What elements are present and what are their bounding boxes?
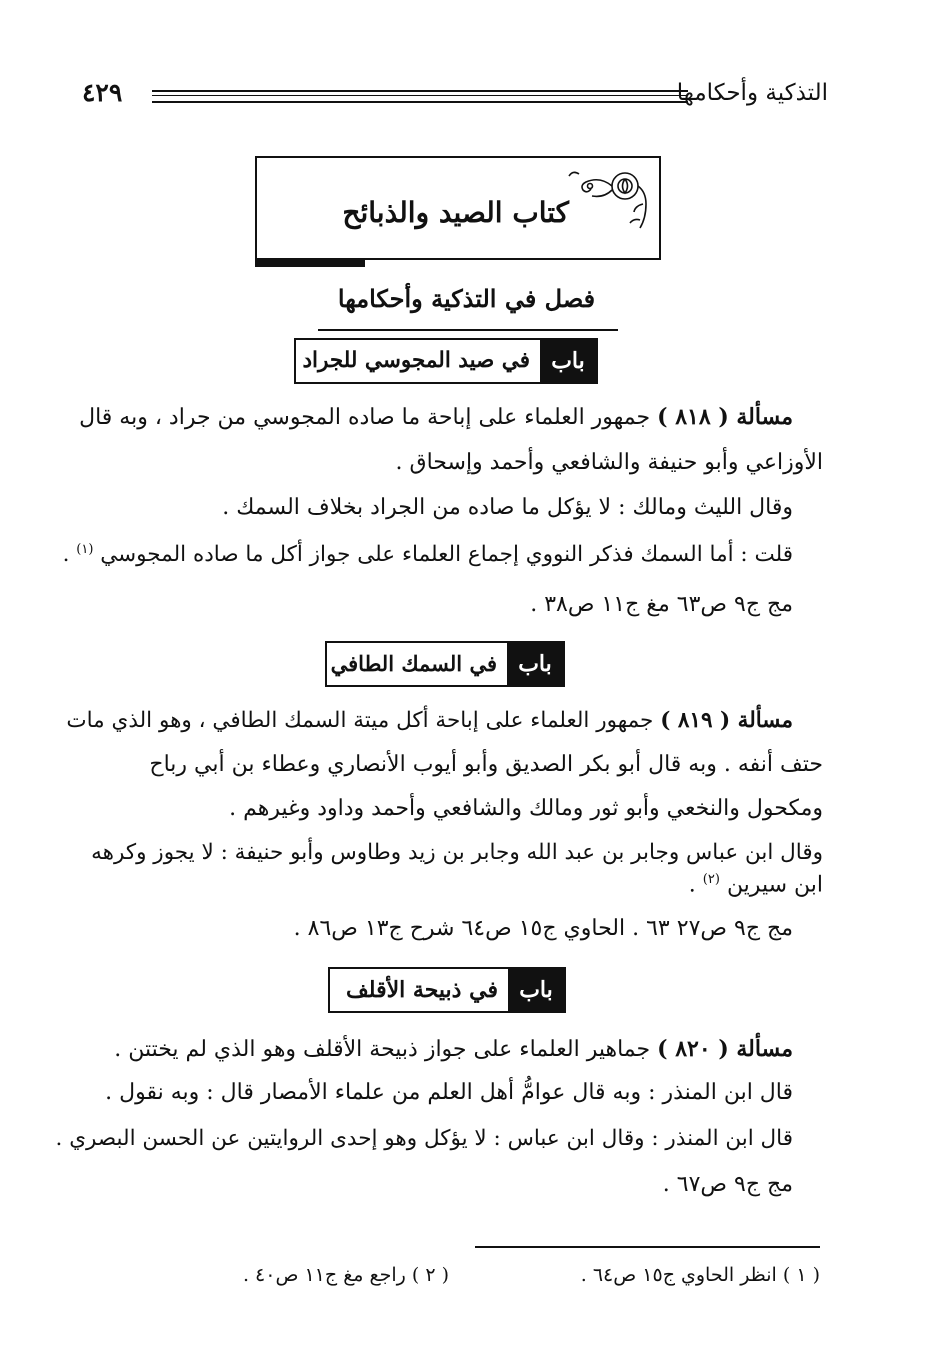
section-label: باب xyxy=(507,643,563,685)
reference-line: مج ج٩ ص٢٧ ٦٣ . الحاوي ج١٥ ص٦٤ شرح ج١٣ ص٨٦ . xyxy=(293,916,793,941)
text-line: الأوزاعي وأبو حنيفة والشافعي وأحمد وإسحاق . xyxy=(395,450,823,475)
footnote-mark: (١) xyxy=(76,542,94,557)
footnote-rule xyxy=(475,1246,820,1248)
reference-line: مج ج٩ ص٦٣ مغ ج١١ ص٣٨ . xyxy=(530,592,793,617)
chapter-title: فصل في التذكية وأحكامها xyxy=(337,284,596,313)
footnote-mark: (٢) xyxy=(702,872,720,887)
page-number: ٤٢٩ xyxy=(82,78,123,107)
reference-line: مج ج٩ ص٦٧ . xyxy=(662,1172,793,1197)
book-title-box xyxy=(255,156,661,260)
text-line: ابن سيرين xyxy=(726,872,823,898)
masala-label: مسألة ( ٨١٩ ) xyxy=(660,708,793,733)
text-line xyxy=(79,404,793,430)
text-line: وقال الليث ومالك : لا يؤكل ما صاده من الجراد بخلاف السمك . xyxy=(222,495,793,520)
section-label: باب xyxy=(508,969,564,1011)
chapter-rule xyxy=(318,329,618,331)
text-line: قلت : أما السمك فذكر النووي إجماع العلماء على جواز أكل ما صاده المجوسي $^{(١)}$ . xyxy=(62,542,793,568)
text-line: ابن سيرين $^{(٢)}$ . xyxy=(688,872,823,898)
text-line: وقال ابن عباس وجابر بن عبد الله وجابر بن زيد وطاوس وأبو حنيفة : لا يجوز وكرهه xyxy=(91,840,823,865)
floral-ornament-icon xyxy=(565,164,653,232)
page-header xyxy=(82,76,828,116)
footnote-1: ( ١ ) انظر الحاوي ج١٥ ص٦٤ . xyxy=(580,1264,820,1286)
section-title: في ذبيحة الأقلف xyxy=(346,977,498,1003)
section-title: في صيد المجوسي للجراد xyxy=(302,348,530,373)
text-line: قال ابن المنذر : وبه قال عوامُّ أهل العلم من علماء الأمصار قال : وبه نقول . xyxy=(105,1080,793,1105)
text-line: قلت : أما السمك فذكر النووي إجماع العلماء على جواز أكل ما صاده المجوسي xyxy=(100,542,793,568)
section-header-3 xyxy=(328,967,566,1013)
footnote-2: ( ٢ ) راجع مغ ج١١ ص٤٠ . xyxy=(242,1264,449,1286)
text-line: حتف أنفه . وبه قال أبو بكر الصديق وأبو أيوب الأنصاري وعطاء بن أبي رباح xyxy=(149,752,823,777)
masala-label: مسألة ( ٨١٨ ) xyxy=(657,404,793,430)
text-line xyxy=(66,708,793,733)
text-line: قال ابن المنذر : وقال ابن عباس : لا يؤكل وهو إحدى الروايتين عن الحسن البصري . xyxy=(55,1126,793,1151)
text-line: جمهور العلماء على إباحة أكل ميتة السمك الطافي ، وهو الذي مات xyxy=(66,708,654,733)
section-header-2 xyxy=(325,641,565,687)
title-box-shadow xyxy=(255,258,365,267)
text-line: ومكحول والنخعي وأبو ثور ومالك والشافعي وأحمد وداود وغيرهم . xyxy=(229,796,823,821)
text-line: جمهور العلماء على إباحة ما صاده المجوسي من جراد ، وبه قال xyxy=(79,405,651,430)
running-title: التذكية وأحكامها xyxy=(676,80,828,106)
text-line: جماهير العلماء على جواز ذبيحة الأقلف وهو الذي لم يختتن . xyxy=(114,1037,651,1062)
header-rule xyxy=(152,90,688,103)
section-label: باب xyxy=(540,340,596,382)
section-title: في السمك الطافي xyxy=(330,651,497,676)
section-header-1 xyxy=(294,338,598,384)
masala-label: مسألة ( ٨٢٠ ) xyxy=(657,1036,793,1062)
book-title: كتاب الصيد والذبائح xyxy=(342,196,569,229)
text-line xyxy=(114,1036,793,1062)
